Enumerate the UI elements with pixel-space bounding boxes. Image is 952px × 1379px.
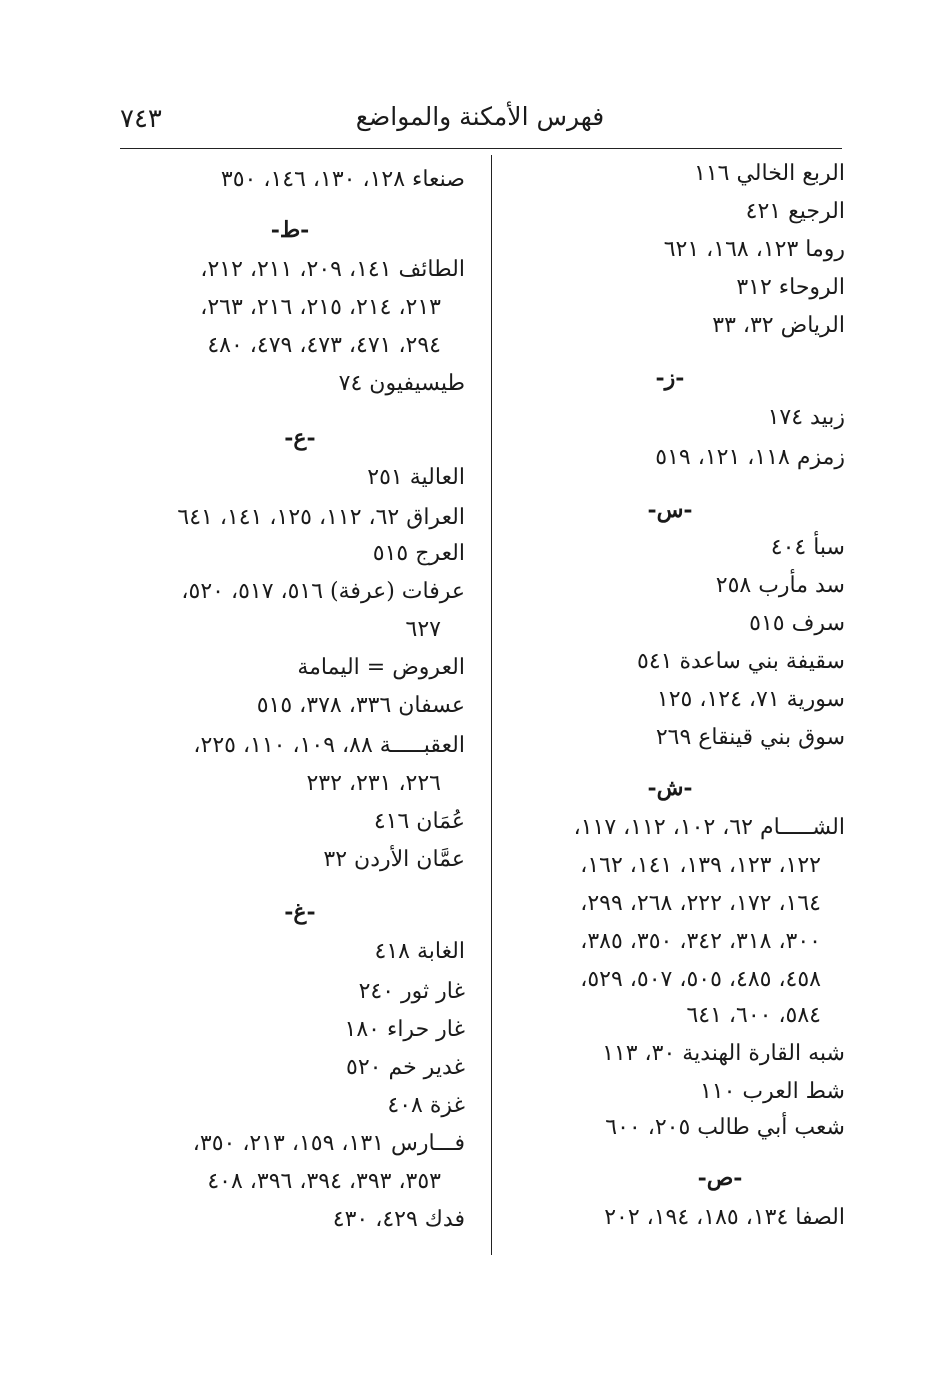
index-entry: الروحاء ٣١٢ <box>736 275 845 300</box>
index-entry: روما ١٢٣، ١٦٨، ٦٢١ <box>663 237 845 262</box>
index-entry: الغابة ٤١٨ <box>374 939 465 964</box>
page-title: فهرس الأمكنة والمواضع <box>355 102 605 131</box>
index-entry: العقبـــــة ٨٨، ١٠٩، ١١٠، ٢٢٥، <box>193 733 465 758</box>
index-entry: سبأ ٤٠٤ <box>770 535 845 560</box>
index-entry-continuation: ١٦٤، ١٧٢، ٢٢٢، ٢٦٨، ٢٩٩، <box>580 891 821 916</box>
index-entry-continuation: ٢٩٤، ٤٧١، ٤٧٣، ٤٧٩، ٤٨٠ <box>207 333 441 358</box>
index-entry: سوق بني قينقاع ٢٦٩ <box>655 725 845 750</box>
index-entry: الرياض ٣٢، ٣٣ <box>712 313 845 338</box>
index-entry: سقيفة بني ساعدة ٥٤١ <box>637 649 845 674</box>
index-entry-continuation: ٣٥٣، ٣٩٣، ٣٩٤، ٣٩٦، ٤٠٨ <box>207 1169 441 1194</box>
index-entry: شط العرب ١١٠ <box>699 1079 845 1104</box>
index-entry: العالية ٢٥١ <box>367 465 465 490</box>
section-letter-ayn: -ع- <box>284 425 316 451</box>
index-entry: فدك ٤٢٩، ٤٣٠ <box>332 1207 465 1232</box>
index-entry: صنعاء ١٢٨، ١٣٠، ١٤٦، ٣٥٠ <box>220 167 465 192</box>
index-entry: زمزم ١١٨، ١٢١، ٥١٩ <box>655 445 845 470</box>
index-entry: عمَّان الأردن ٣٢ <box>323 847 465 872</box>
section-letter-ta: -ط- <box>270 217 310 243</box>
index-entry: شعب أبي طالب ٢٠٥، ٦٠٠ <box>605 1115 845 1140</box>
index-entry: العروض = اليمامة <box>297 655 465 680</box>
index-entry: شبه القارة الهندية ٣٠، ١١٣ <box>602 1041 845 1066</box>
index-entry: سرف ٥١٥ <box>749 611 845 636</box>
index-entry: سد مأرب ٢٥٨ <box>715 573 845 598</box>
index-entry: العرج ٥١٥ <box>372 541 465 566</box>
section-letter-sin: -س- <box>647 497 693 523</box>
index-entry: الطائف ١٤١، ٢٠٩، ٢١١، ٢١٢، <box>200 257 465 282</box>
index-entry: غزة ٤٠٨ <box>387 1093 465 1118</box>
header-divider <box>120 148 842 149</box>
index-entry-continuation: ٤٥٨، ٤٨٥، ٥٠٥، ٥٠٧، ٥٢٩، <box>580 967 821 992</box>
column-divider <box>491 155 492 1255</box>
index-entry: زبيد ١٧٤ <box>767 405 845 430</box>
page-number: ٧٤٣ <box>120 104 162 134</box>
index-entry: فـــارس ١٣١، ١٥٩، ٢١٣، ٣٥٠، <box>192 1131 465 1156</box>
index-entry: الصفا ١٣٤، ١٨٥، ١٩٤، ٢٠٢ <box>604 1205 845 1230</box>
index-entry: غار حراء ١٨٠ <box>344 1017 465 1042</box>
section-letter-shin: -ش- <box>647 775 693 801</box>
section-letter-ghayn: -غ- <box>284 899 316 925</box>
index-entry: سورية ٧١، ١٢٤، ١٢٥ <box>656 687 845 712</box>
index-entry-continuation: ٦٢٧ <box>405 617 441 642</box>
index-entry-continuation: ٢١٣، ٢١٤، ٢١٥، ٢١٦، ٢٦٣، <box>200 295 441 320</box>
index-entry: عُمَان ٤١٦ <box>373 809 465 834</box>
index-entry: عسفان ٣٣٦، ٣٧٨، ٥١٥ <box>256 693 465 718</box>
index-entry: غدير خم ٥٢٠ <box>346 1055 465 1080</box>
index-entry: العراق ٦٢، ١١٢، ١٢٥، ١٤١، ٦٤١ <box>177 505 465 530</box>
index-entry: الشـــــام ٦٢، ١٠٢، ١١٢، ١١٧، <box>573 815 845 840</box>
index-entry: الرجيع ٤٢١ <box>745 199 845 224</box>
index-entry-continuation: ٣٠٠، ٣١٨، ٣٤٢، ٣٥٠، ٣٨٥، <box>580 929 821 954</box>
index-entry: الربع الخالي ١١٦ <box>694 161 845 186</box>
index-entry-continuation: ١٢٢، ١٢٣، ١٣٩، ١٤١، ١٦٢، <box>580 853 821 878</box>
section-letter-sad: -ص- <box>697 1165 743 1191</box>
index-entry: عرفات (عرفة) ٥١٦، ٥١٧، ٥٢٠، <box>181 579 465 604</box>
index-entry-continuation: ٥٨٤، ٦٠٠، ٦٤١ <box>686 1003 821 1028</box>
index-entry-continuation: ٢٢٦، ٢٣١، ٢٣٢ <box>306 771 441 796</box>
section-letter-zay: -ز- <box>655 365 685 391</box>
index-entry: طيسيفيون ٧٤ <box>338 371 465 396</box>
index-entry: غار ثور ٢٤٠ <box>358 979 465 1004</box>
